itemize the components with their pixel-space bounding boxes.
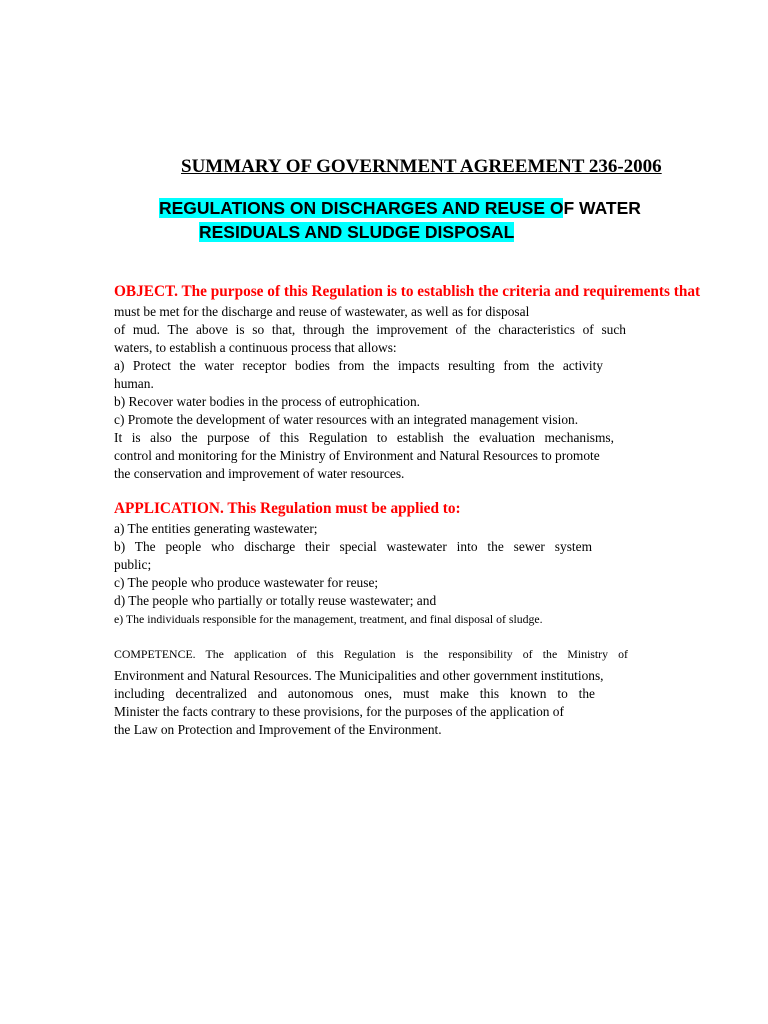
competence-heading-line: COMPETENCE. The application of this Regulation is the responsibility of the Ministry of [114, 647, 628, 661]
competence-section [114, 645, 628, 739]
object-line: waters, to establish a continuous process that allows: [114, 340, 397, 355]
object-line: the conservation and improvement of water resources. [114, 466, 405, 481]
object-line: It is also the purpose of this Regulation to establish the evaluation mechanisms, [114, 430, 614, 445]
subtitle-highlighted-text-2: RESIDUALS AND SLUDGE DISPOSAL [199, 222, 515, 242]
object-line: human. [114, 376, 154, 391]
object-line: must be met for the discharge and reuse of wastewater, as well as for disposal [114, 304, 530, 319]
document-title: SUMMARY OF GOVERNMENT AGREEMENT 236-2006 [181, 156, 662, 177]
application-item: a) The entities generating wastewater; [114, 521, 318, 536]
object-line: c) Promote the development of water resources with an integrated management vision. [114, 412, 579, 427]
competence-line: the Law on Protection and Improvement of the Environment. [114, 722, 442, 737]
object-line: b) Recover water bodies in the process of eutrophication. [114, 394, 421, 409]
application-item: public; [114, 557, 152, 572]
object-line: control and monitoring for the Ministry of Environment and Natural Resources to promote [114, 448, 600, 463]
object-line: a) Protect the water receptor bodies from the impacts resulting from the activity [114, 358, 603, 373]
object-heading: OBJECT. The purpose of this Regulation is to establish the criteria and requirements that [114, 283, 701, 300]
subtitle-plain-text: F WATER [563, 198, 641, 218]
application-item: b) The people who discharge their special wastewater into the sewer system [114, 539, 592, 554]
subtitle-highlighted-text: REGULATIONS ON DISCHARGES AND REUSE O [159, 198, 564, 218]
object-body [114, 303, 626, 483]
competence-line: Environment and Natural Resources. The Municipalities and other government institutions, [114, 668, 604, 683]
competence-line: including decentralized and autonomous ones, must make this known to the [114, 686, 595, 701]
regulation-subtitle-line-1 [159, 196, 641, 220]
regulation-subtitle-line-2 [199, 220, 514, 244]
application-heading: APPLICATION. This Regulation must be applied to: [114, 500, 461, 517]
application-item: d) The people who partially or totally reuse wastewater; and [114, 593, 437, 608]
application-item: e) The individuals responsible for the management, treatment, and final disposal of sludge. [114, 612, 543, 626]
application-item: c) The people who produce wastewater for reuse; [114, 575, 379, 590]
object-line: of mud. The above is so that, through the improvement of the characteristics of such [114, 322, 626, 337]
competence-line: Minister the facts contrary to these provisions, for the purposes of the application of [114, 704, 564, 719]
application-body [114, 520, 592, 628]
